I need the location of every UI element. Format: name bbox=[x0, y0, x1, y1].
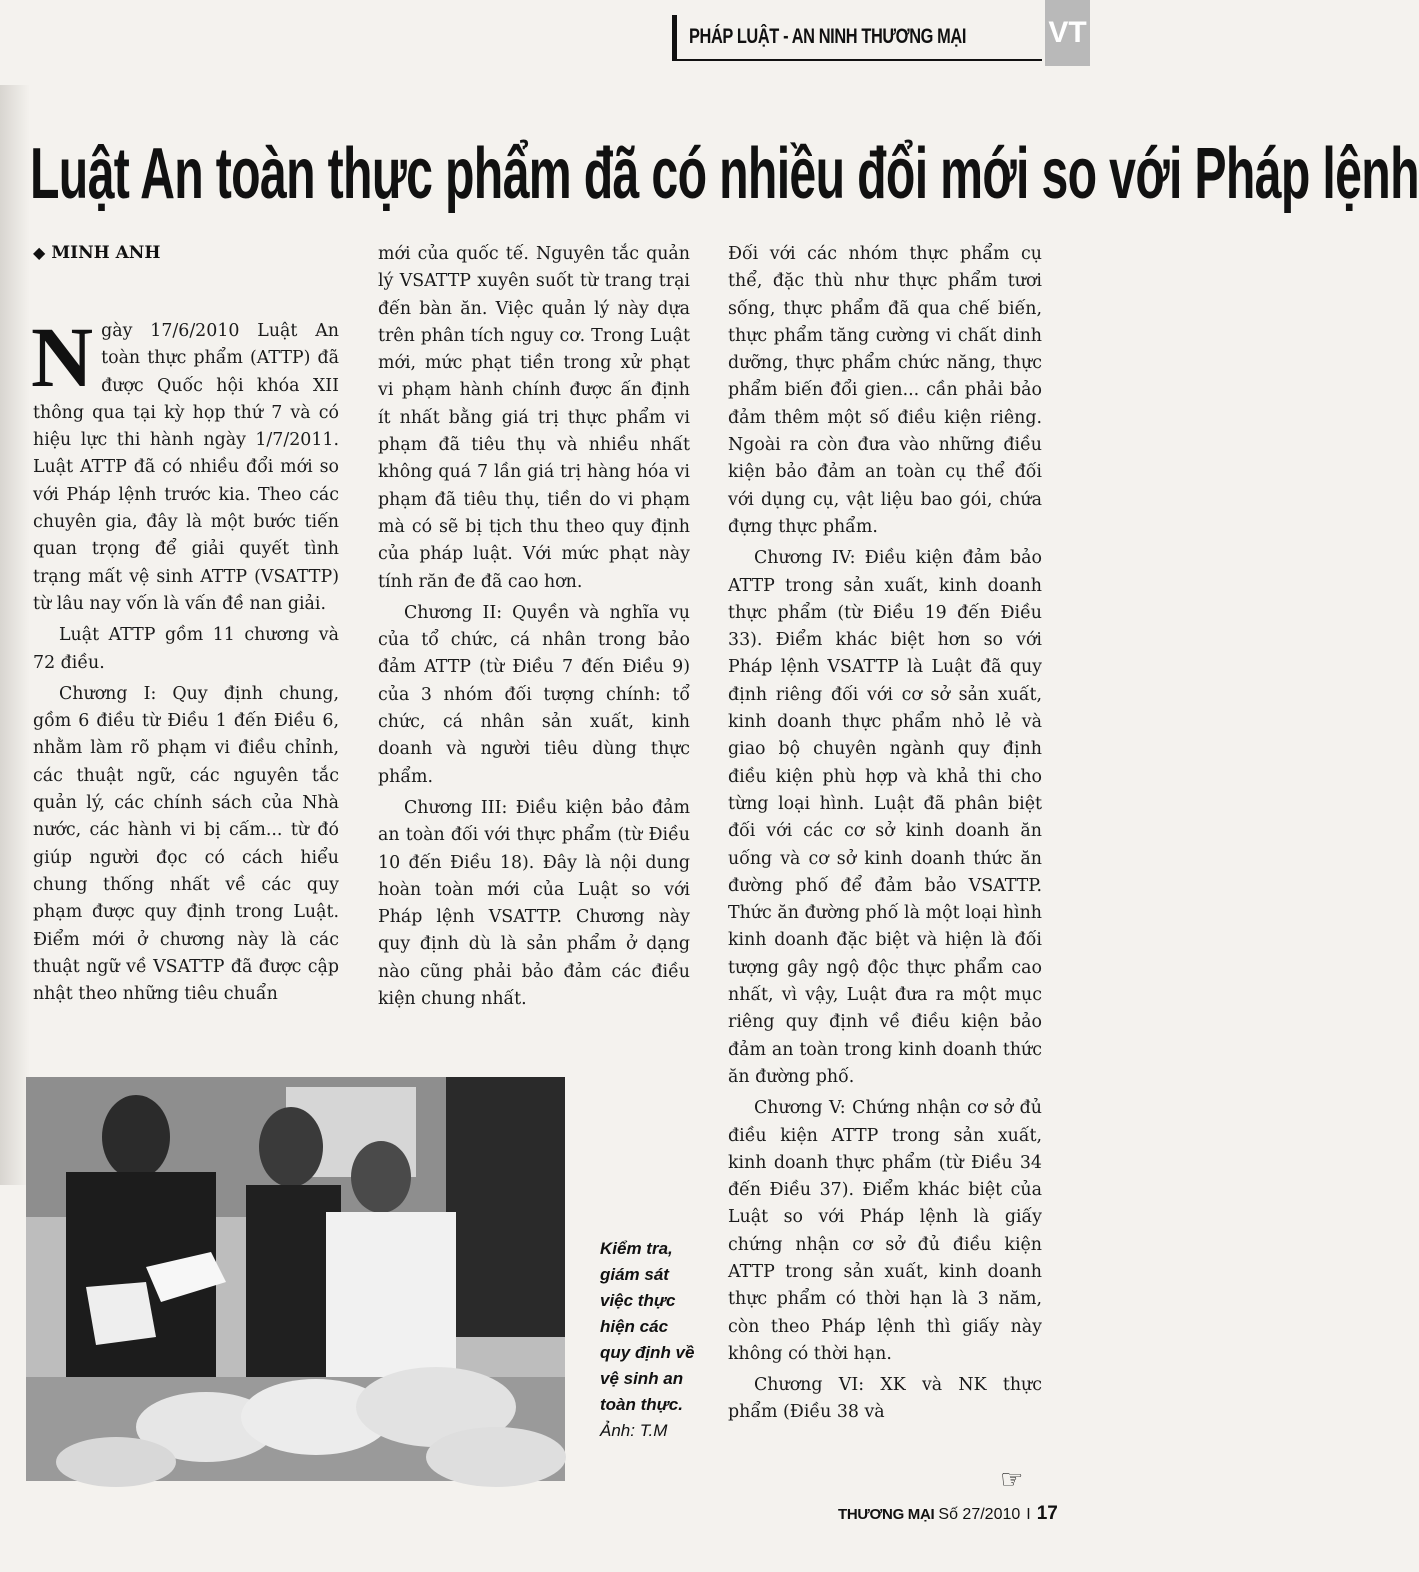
lead-text: gày 17/6/2010 Luật An toàn thực phẩm (ATTP) đã được Quốc hội khóa XII thông qua tại kỳ họp thứ 7 và có hiệu lực thi hành ngày 1/7/2011. Luật ATTP đã có nhiều đổi mới so với Pháp lệnh trước kia. Theo các chuyên gia, đây là một bước tiến quan trọng để giải quyết tình trạng mất vệ sinh ATTP (VSATTP) từ lâu nay vốn là vấn đề nan giải. bbox=[33, 321, 339, 614]
corner-logo bbox=[1045, 0, 1090, 66]
lead-paragraph bbox=[31, 309, 339, 618]
caption-text: Kiểm tra, giám sát việc thực hiện các quy định về vệ sinh an toàn thực. bbox=[600, 1239, 695, 1414]
paragraph: Đối với các nhóm thực phẩm cụ thể, đặc thù như thực phẩm tươi sống, thực phẩm đã qua chế biến, thực phẩm tăng cường vi chất dinh dưỡng, thực phẩm chức năng, thực phẩm biến đổi gien... cần phải bảo đảm thêm một số điều kiện riêng. Ngoài ra còn đưa vào những điều kiện bảo đảm an toàn cụ thể đối với dụng cụ, vật liệu bao gói, chứa đựng thực phẩm. bbox=[728, 244, 1042, 537]
page-footer bbox=[838, 1503, 1058, 1525]
paragraph: Chương I: Quy định chung, gồm 6 điều từ Điều 1 đến Điều 6, nhằm làm rõ phạm vi điều chỉnh, các thuật ngữ, các nguyên tắc quản lý, các chính sách của Nhà nước, các hành vi bị cấm... từ đó giúp người đọc có cách hiểu chung thống nhất về các quy phạm được quy định trong Luật. Điểm mới ở chương này là các thuật ngữ về VSATTP đã được cập nhật theo những tiêu chuẩn bbox=[33, 683, 339, 1005]
paragraph: Chương VI: XK và NK thực phẩm (Điều 38 và bbox=[728, 1375, 1042, 1423]
pointing-hand-icon: ☞ bbox=[1000, 1465, 1024, 1495]
footer-issue: Số 27/2010 bbox=[938, 1506, 1021, 1523]
paragraph: Chương III: Điều kiện bảo đảm an toàn đối với thực phẩm (từ Điều 10 đến Điều 18). Đây là nội dung hoàn toàn mới của Luật so với Pháp lệnh VSATTP. Chương này quy định dù là sản phẩm ở dạng nào cũng phải bảo đảm các điều kiện chung nhất. bbox=[378, 797, 690, 1010]
corner-logo-text: VT bbox=[1048, 16, 1087, 49]
photo-credit: Ảnh: T.M bbox=[600, 1421, 668, 1440]
paragraph: Luật ATTP gồm 11 chương và 72 điều. bbox=[33, 625, 339, 673]
article-photo bbox=[26, 1077, 565, 1481]
byline bbox=[33, 243, 160, 263]
author-name: MINH ANH bbox=[51, 243, 161, 263]
column-3 bbox=[728, 241, 1042, 1431]
section-label: PHÁP LUẬT - AN NINH THƯƠNG MẠI bbox=[689, 25, 967, 48]
article-title: Luật An toàn thực phẩm đã có nhiều đổi mới so với Pháp lệnh bbox=[30, 134, 1419, 214]
column-1 bbox=[31, 309, 339, 1012]
paragraph: Chương V: Chứng nhận cơ sở đủ điều kiện ATTP trong sản xuất, kinh doanh thực phẩm (từ Điều 34 đến Điều 37). Điểm khác biệt của Luật so với Pháp lệnh là giấy chứng nhận cơ sở đủ điều kiện ATTP trong sản xuất, kinh doanh thực phẩm có thời hạn là 3 năm, còn theo Pháp lệnh thì giấy này không có thời hạn. bbox=[728, 1098, 1042, 1364]
paragraph: Chương II: Quyền và nghĩa vụ của tổ chức, cá nhân trong bảo đảm ATTP (từ Điều 7 đến Điều 9) của 3 nhóm đối tượng chính: tổ chức, cá nhân sản xuất, kinh doanh và người tiêu dùng thực phẩm. bbox=[378, 602, 690, 787]
diamond-icon: ◆ bbox=[33, 243, 46, 262]
footer-brand: THƯƠNG MẠI bbox=[838, 1506, 935, 1523]
footer-separator: I bbox=[1026, 1506, 1031, 1523]
headline bbox=[30, 112, 1419, 222]
bleed-through-margin bbox=[0, 85, 30, 1185]
drop-cap: N bbox=[31, 309, 94, 405]
paragraph: Chương IV: Điều kiện đảm bảo ATTP trong sản xuất, kinh doanh thực phẩm (từ Điều 19 đến Điều 33). Điểm khác biệt hơn so với Pháp lệnh VSATTP là Luật đã quy định riêng đối với cơ sở sản xuất, kinh doanh thực phẩm nhỏ lẻ và giao bộ chuyên ngành quy định điều kiện phù hợp và khả thi cho từng loại hình. Luật đã phân biệt đối với các cơ sở kinh doanh ăn uống và cơ sở kinh doanh thức ăn đường phố để đảm bảo VSATTP. Thức ăn đường phố là một loại hình kinh doanh đặc biệt và hiện là đối tượng gây ngộ độc thực phẩm cao nhất, vì vậy, Luật đưa ra một mục riêng quy định về điều kiện bảo đảm an toàn trong kinh doanh thức ăn đường phố. bbox=[728, 548, 1042, 1087]
page-number: 17 bbox=[1036, 1503, 1058, 1524]
photo-caption bbox=[600, 1236, 700, 1444]
photo-illustration bbox=[26, 1077, 565, 1481]
section-header bbox=[672, 15, 1042, 61]
column-2 bbox=[378, 241, 690, 1017]
paragraph: mới của quốc tế. Nguyên tắc quản lý VSATTP xuyên suốt từ trang trại đến bàn ăn. Việc quản lý này dựa trên phân tích nguy cơ. Trong Luật mới, mức phạt tiền trong xử phạt vi phạm hành chính được ấn định ít nhất bằng giá trị thực phẩm vi phạm đã tiêu thụ và nhiều nhất không quá 7 lần giá trị hàng hóa vi phạm đã tiêu thụ, tiền do vi phạm mà có sẽ bị tịch thu theo quy định của pháp luật. Với mức phạt này tính răn đe đã cao hơn. bbox=[378, 244, 690, 592]
